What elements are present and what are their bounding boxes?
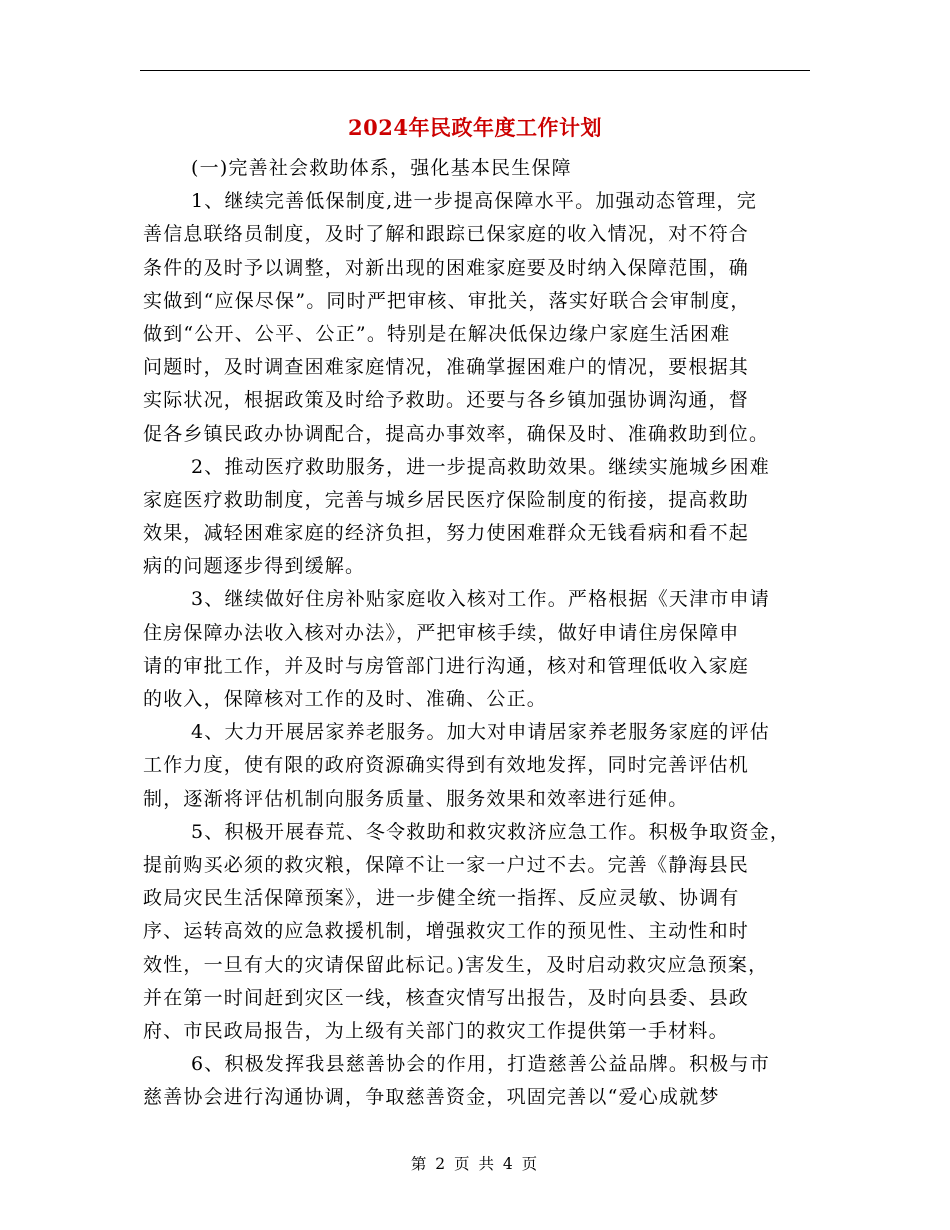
paragraph-line: 提前购买必须的救灾粮，保障不让一家一户过不去。完善《静海县民 xyxy=(143,853,750,876)
paragraph-line: 慈善协会进行沟通协调，争取慈善资金，巩固完善以“爱心成就梦 xyxy=(143,1086,720,1109)
paragraph-line: 善信息联络员制度，及时了解和跟踪已保家庭的收入情况，对不符合 xyxy=(143,223,750,246)
paragraph-line: 实际状况，根据政策及时给予救助。还要与各乡镇加强协调沟通，督 xyxy=(143,389,750,412)
paragraph-line: 实做到“应保尽保”。同时严把审核、审批关，落实好联合会审制度， xyxy=(143,289,751,312)
paragraph-first-line: 3、继续做好住房补贴家庭收入核对工作。严格根据《天津市申请 xyxy=(191,588,770,611)
paragraph-line: 问题时，及时调查困难家庭情况，准确掌握困难户的情况，要根据其 xyxy=(143,356,750,379)
paragraph-line: 的收入，保障核对工作的及时、准确、公正。 xyxy=(143,688,548,710)
document-title: 2024年民政年度工作计划 xyxy=(348,115,602,140)
paragraph-line: 制，逐渐将评估机制向服务质量、服务效果和效率进行延伸。 xyxy=(143,787,689,810)
paragraph-first-line: (一)完善社会救助体系，强化基本民生保障 xyxy=(191,157,572,179)
paragraph-line: 府、市民政局报告，为上级有关部门的救灾工作提供第一手材料。 xyxy=(143,1019,729,1042)
page-footer: 第 2 页 共 4 页 xyxy=(410,1155,540,1173)
paragraph-first-line: 5、积极开展春荒、冬令救助和救灾救济应急工作。积极争取资金， xyxy=(191,820,791,843)
paragraph-line: 请的审批工作，并及时与房管部门进行沟通，核对和管理低收入家庭 xyxy=(143,654,750,677)
paragraph-line: 并在第一时间赶到灾区一线，核查灾情写出报告，及时向县委、县政 xyxy=(143,986,750,1009)
paragraph-first-line: 1、继续完善低保制度,进一步提高保障水平。加强动态管理，完 xyxy=(191,190,757,213)
header-rule xyxy=(140,70,810,71)
paragraph-first-line: 4、大力开展居家养老服务。加大对申请居家养老服务家庭的评估 xyxy=(191,721,770,744)
document-body xyxy=(143,152,819,1114)
paragraph-line: 家庭医疗救助制度，完善与城乡居民医疗保险制度的衔接，提高救助 xyxy=(143,488,750,511)
paragraph-line: 做到“公开、公平、公正”。特别是在解决低保边缘户家庭生活困难 xyxy=(143,322,731,345)
paragraph-line: 效性，一旦有大的灾请保留此标记。)害发生，及时启动救灾应急预案， xyxy=(143,953,769,976)
paragraph-first-line: 6、积极发挥我县慈善协会的作用，打造慈善公益品牌。积极与市 xyxy=(191,1053,770,1076)
paragraph-line: 政局灾民生活保障预案》，进一步健全统一指挥、反应灵敏、协调有 xyxy=(143,887,740,910)
paragraph-line: 促各乡镇民政办协调配合，提高办事效率，确保及时、准确救助到位。 xyxy=(143,422,770,445)
paragraph-line: 条件的及时予以调整，对新出现的困难家庭要及时纳入保障范围，确 xyxy=(143,256,750,279)
paragraph-line: 序、运转高效的应急救援机制，增强救灾工作的预见性、主动性和时 xyxy=(143,920,750,943)
paragraph-line: 住房保障办法收入核对办法》，严把审核手续，做好申请住房保障申 xyxy=(143,621,740,644)
paragraph-line: 病的问题逐步得到缓解。 xyxy=(143,555,366,578)
paragraph-line: 工作力度，使有限的政府资源确实得到有效地发挥，同时完善评估机 xyxy=(143,754,750,777)
paragraph-first-line: 2、推动医疗救助服务，进一步提高救助效果。继续实施城乡困难 xyxy=(191,455,770,478)
paragraph-line: 效果，减轻困难家庭的经济负担，努力使困难群众无钱看病和看不起 xyxy=(143,522,750,545)
